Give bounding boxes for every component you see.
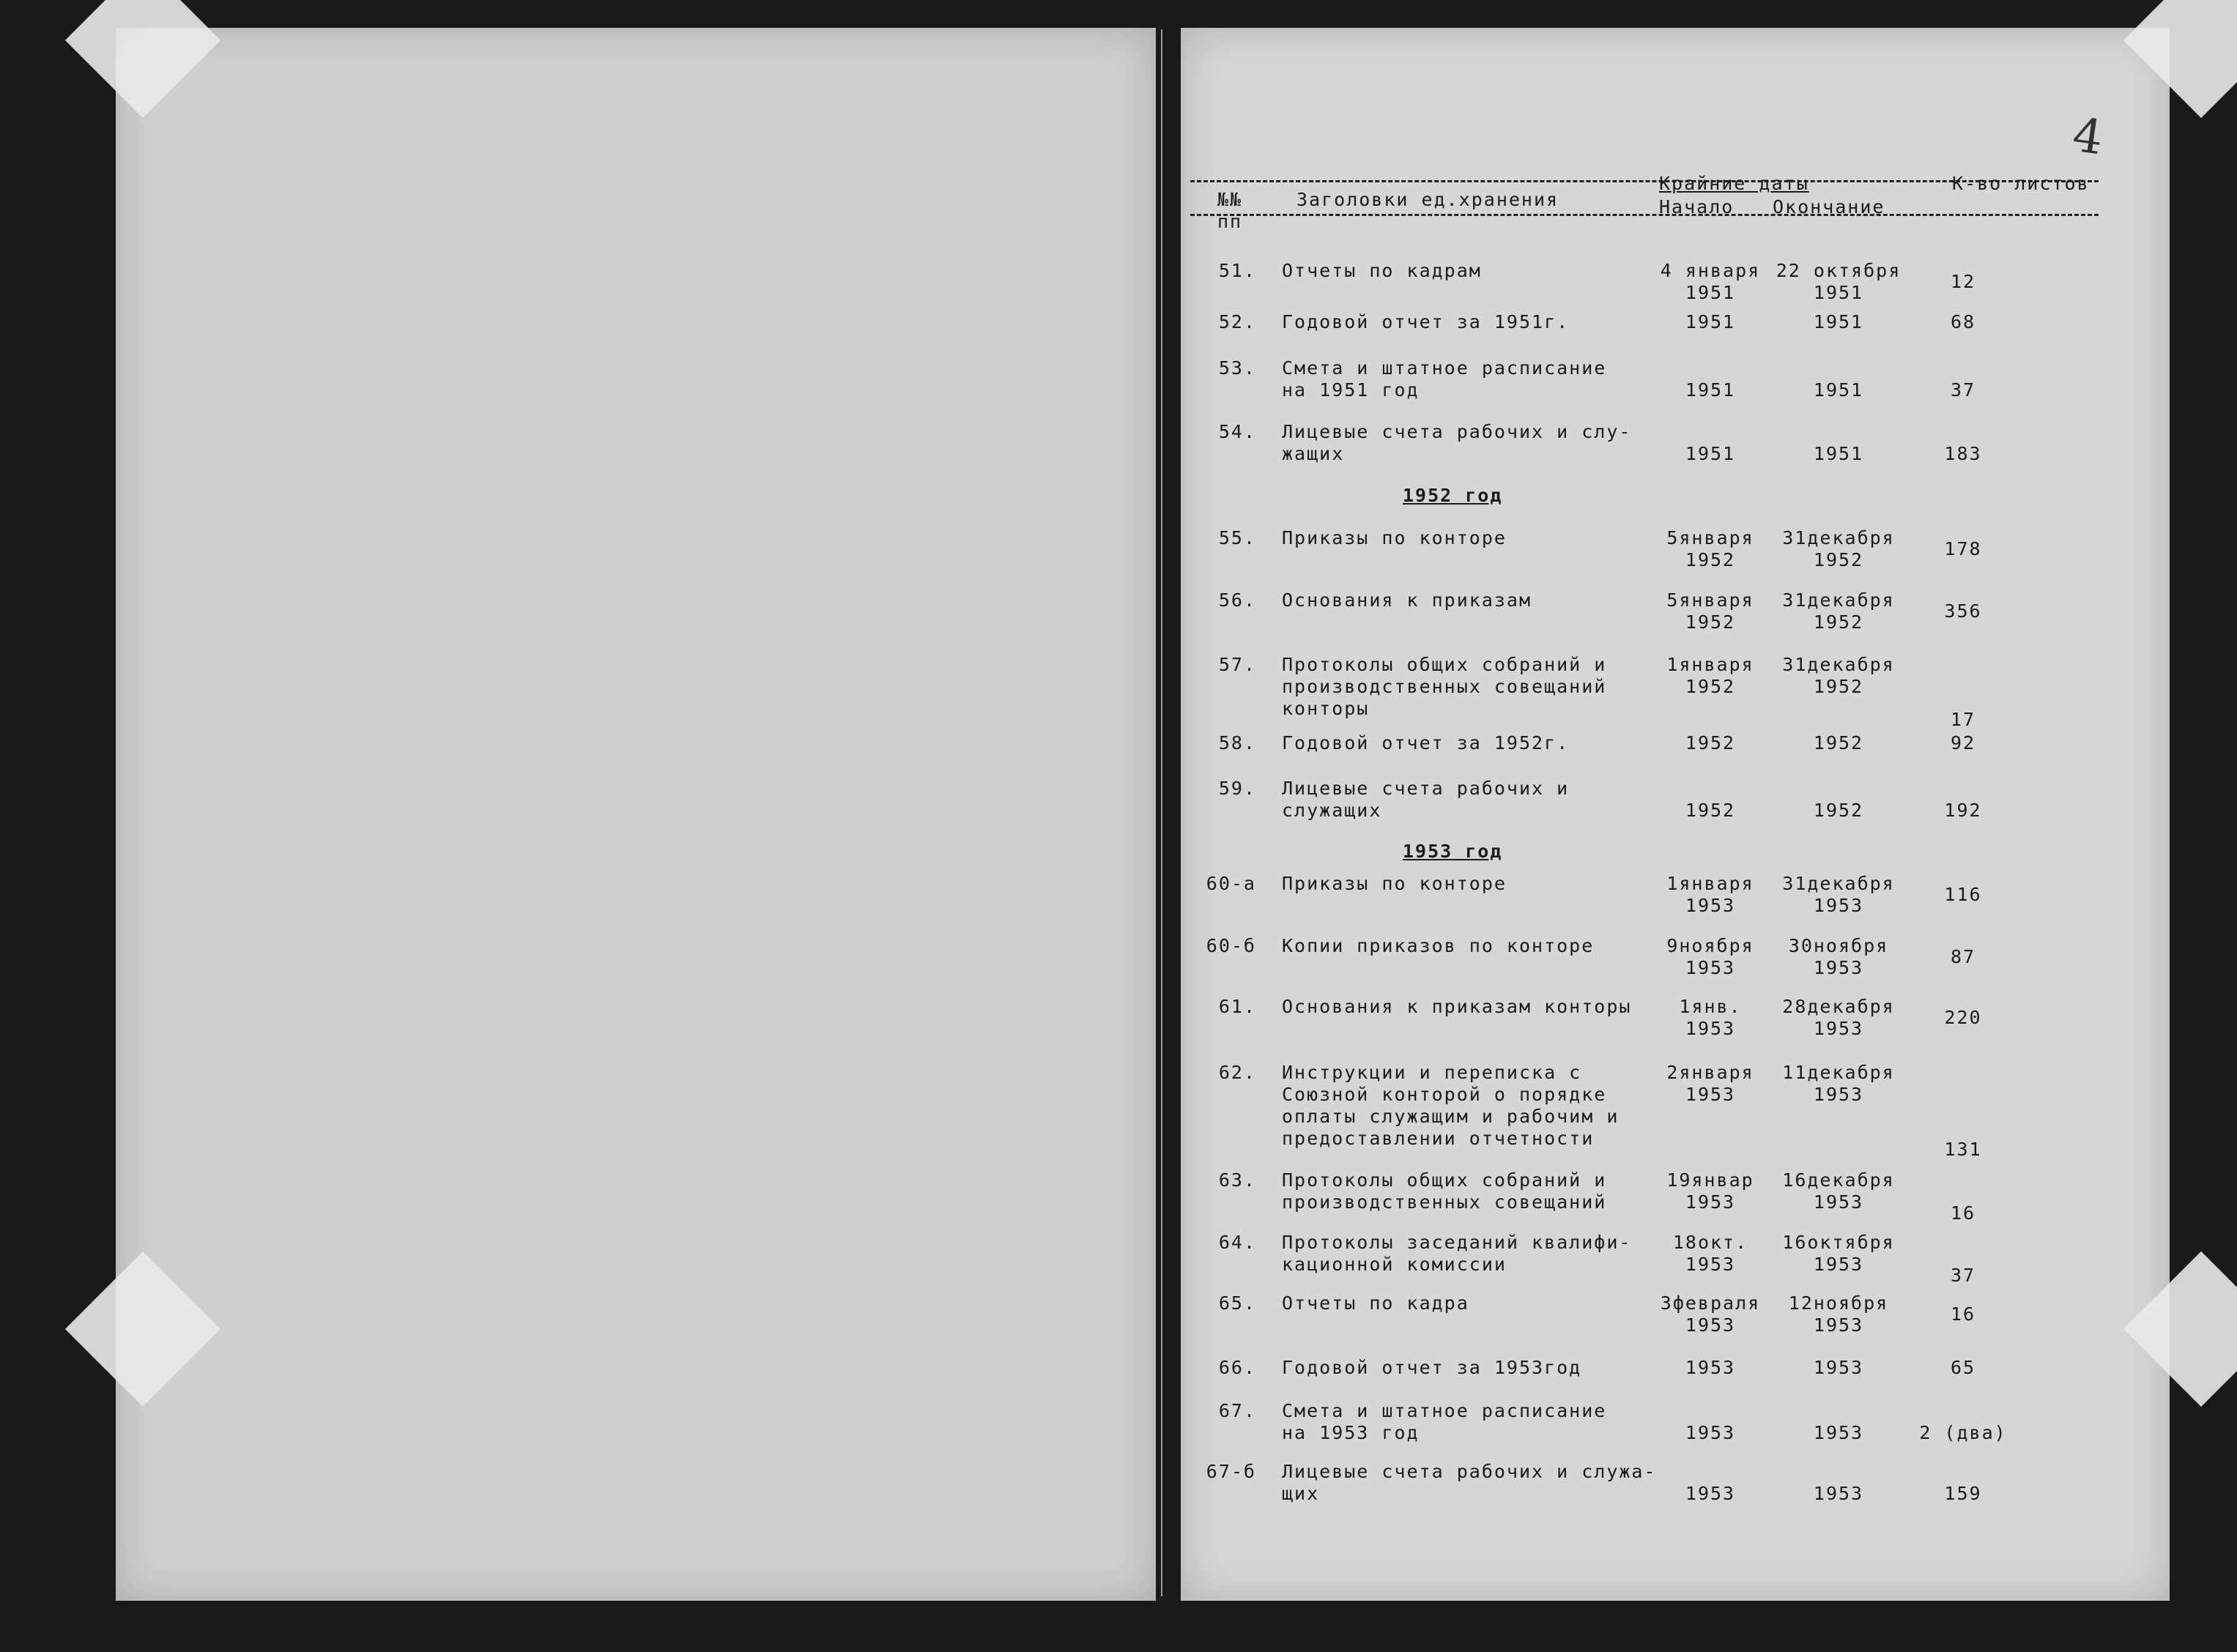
row-title-line: Годовой отчет за 1952г. xyxy=(1282,732,1570,754)
row-start-date: 1953 xyxy=(1685,1314,1736,1336)
row-start-date: 1951 xyxy=(1685,379,1736,401)
row-title-line: Союзной конторой о порядке xyxy=(1282,1084,1607,1105)
row-start-date: 1953 xyxy=(1685,1422,1736,1443)
row-title-line: Протоколы общих собраний и xyxy=(1282,654,1607,675)
row-sheet-count: 220 xyxy=(1944,1007,1982,1028)
row-end-date: 12ноября xyxy=(1788,1292,1889,1314)
header-start-label: Начало xyxy=(1659,196,1735,217)
row-start-date: 1951 xyxy=(1685,311,1736,332)
row-start-date: 5января xyxy=(1666,589,1754,611)
row-title-line: Протоколы общих собраний и xyxy=(1282,1169,1607,1191)
row-title-line: Основания к приказам конторы xyxy=(1282,996,1632,1017)
header-sheets-label: К-во листов xyxy=(1952,173,2090,194)
row-start-date: 1953 xyxy=(1685,1254,1736,1275)
row-end-date: 1952 xyxy=(1813,611,1864,633)
row-number: 53. xyxy=(1218,357,1256,379)
row-number: 58. xyxy=(1218,732,1256,754)
row-number: 64. xyxy=(1218,1232,1256,1253)
row-number: 63. xyxy=(1218,1169,1256,1191)
row-start-date: 4 января xyxy=(1660,260,1761,281)
row-title-line: Инструкции и переписка с xyxy=(1282,1062,1582,1083)
row-number: 67. xyxy=(1218,1400,1256,1421)
row-sheet-count: 131 xyxy=(1944,1139,1982,1160)
row-end-date: 22 октября xyxy=(1776,260,1902,281)
header-title-label: Заголовки ед.хранения xyxy=(1296,189,1559,210)
row-sheet-count: 178 xyxy=(1944,538,1982,559)
row-start-date: 2января xyxy=(1666,1062,1754,1083)
row-title-line: Отчеты по кадра xyxy=(1282,1292,1469,1314)
row-start-date: 3февраля xyxy=(1660,1292,1761,1314)
row-number: 62. xyxy=(1218,1062,1256,1083)
row-number: 61. xyxy=(1218,996,1256,1017)
row-end-date: 1953 xyxy=(1813,1483,1864,1504)
row-number: 66. xyxy=(1218,1357,1256,1378)
row-end-date: 1953 xyxy=(1813,1084,1864,1105)
row-sheet-count: 356 xyxy=(1944,600,1982,622)
row-title-line: Основания к приказам xyxy=(1282,589,1532,611)
header-num-label-2: пп xyxy=(1217,211,1243,232)
row-title-line: служащих xyxy=(1282,800,1382,821)
row-end-date: 1952 xyxy=(1813,549,1864,570)
row-sheet-count: 159 xyxy=(1944,1483,1982,1504)
row-title-line: Копии приказов по конторе xyxy=(1282,935,1595,956)
row-sheet-count: 16 xyxy=(1950,1202,1976,1224)
row-start-date: 5января xyxy=(1666,527,1754,548)
row-number: 60-б xyxy=(1206,935,1256,956)
row-title-line: производственных совещаний xyxy=(1282,676,1607,697)
row-end-date: 1953 xyxy=(1813,1191,1864,1213)
row-title-line: Лицевые счета рабочих и служа- xyxy=(1282,1461,1657,1482)
row-sheet-count: 37 xyxy=(1950,379,1976,401)
row-start-date: 19январ xyxy=(1666,1169,1754,1191)
row-start-date: 1янв. xyxy=(1679,996,1742,1017)
year-heading: 1953 год xyxy=(1403,841,1503,862)
row-start-date: 1952 xyxy=(1685,800,1736,821)
row-title-line: Отчеты по кадрам xyxy=(1282,260,1482,281)
row-title-line: Смета и штатное расписание xyxy=(1282,1400,1607,1421)
row-title-line: Смета и штатное расписание xyxy=(1282,357,1607,379)
row-start-date: 1953 xyxy=(1685,1483,1736,1504)
row-title-line: оплаты служащим и рабочим и xyxy=(1282,1106,1620,1127)
row-title-line: Лицевые счета рабочих и xyxy=(1282,778,1570,799)
row-sheet-count: 37 xyxy=(1950,1265,1976,1286)
header-num-label: №№ xyxy=(1217,189,1243,210)
row-number: 56. xyxy=(1218,589,1256,611)
header-end-label: Окончание xyxy=(1773,196,1885,217)
row-start-date: 1953 xyxy=(1685,1084,1736,1105)
row-end-date: 1951 xyxy=(1813,443,1864,464)
row-end-date: 28декабря xyxy=(1782,996,1895,1017)
year-heading: 1952 год xyxy=(1403,485,1503,506)
row-title-line: на 1953 год xyxy=(1282,1422,1420,1443)
row-end-date: 11декабря xyxy=(1782,1062,1895,1083)
row-sheet-count: 12 xyxy=(1950,271,1976,292)
row-end-date: 1953 xyxy=(1813,1422,1864,1443)
row-start-date: 1953 xyxy=(1685,895,1736,916)
row-number: 51. xyxy=(1218,260,1256,281)
row-number: 60-а xyxy=(1206,873,1256,894)
row-title-line: жащих xyxy=(1282,443,1345,464)
row-end-date: 1952 xyxy=(1813,732,1864,754)
row-start-date: 1января xyxy=(1666,873,1754,894)
row-title-line: Приказы по конторе xyxy=(1282,873,1507,894)
page-fold xyxy=(1161,29,1162,1596)
row-title-line: Приказы по конторе xyxy=(1282,527,1507,548)
row-end-date: 31декабря xyxy=(1782,873,1895,894)
row-start-date: 1953 xyxy=(1685,1357,1736,1378)
row-end-date: 16декабря xyxy=(1782,1169,1895,1191)
row-start-date: 1951 xyxy=(1685,282,1736,303)
header-rule-bottom xyxy=(1190,214,2099,216)
row-title-line: Годовой отчет за 1951г. xyxy=(1282,311,1570,332)
row-sheet-count: 2 (два) xyxy=(1919,1422,2007,1443)
row-sheet-count: 68 xyxy=(1950,311,1976,332)
row-start-date: 1953 xyxy=(1685,1018,1736,1039)
row-start-date: 1952 xyxy=(1685,676,1736,697)
row-number: 55. xyxy=(1218,527,1256,548)
row-end-date: 1951 xyxy=(1813,282,1864,303)
row-end-date: 31декабря xyxy=(1782,589,1895,611)
row-number: 65. xyxy=(1218,1292,1256,1314)
row-end-date: 31декабря xyxy=(1782,527,1895,548)
row-title-line: конторы xyxy=(1282,698,1370,719)
row-sheet-count: 116 xyxy=(1944,884,1982,905)
row-title-line: Протоколы заседаний квалифи- xyxy=(1282,1232,1632,1253)
row-start-date: 1953 xyxy=(1685,957,1736,978)
row-end-date: 1953 xyxy=(1813,957,1864,978)
row-number: 59. xyxy=(1218,778,1256,799)
row-sheet-count: 192 xyxy=(1944,800,1982,821)
row-title-line: кационной комиссии xyxy=(1282,1254,1507,1275)
row-sheet-count: 87 xyxy=(1950,946,1976,967)
row-title-line: щих xyxy=(1282,1483,1320,1504)
row-number: 67-б xyxy=(1206,1461,1256,1482)
row-title-line: Лицевые счета рабочих и слу- xyxy=(1282,421,1632,442)
row-end-date: 1952 xyxy=(1813,676,1864,697)
row-title-line: на 1951 год xyxy=(1282,379,1420,401)
row-start-date: 1952 xyxy=(1685,611,1736,633)
row-start-date: 1января xyxy=(1666,654,1754,675)
row-start-date: 1952 xyxy=(1685,732,1736,754)
row-start-date: 9ноября xyxy=(1666,935,1754,956)
row-end-date: 1953 xyxy=(1813,1314,1864,1336)
row-end-date: 31декабря xyxy=(1782,654,1895,675)
left-page xyxy=(116,28,1156,1601)
row-sheet-count: 65 xyxy=(1950,1357,1976,1378)
header-dates-label: Крайние даты xyxy=(1659,173,1809,194)
row-number: 52. xyxy=(1218,311,1256,332)
row-end-date: 1953 xyxy=(1813,1254,1864,1275)
row-end-date: 30ноября xyxy=(1788,935,1889,956)
folio-number: 4 xyxy=(2069,108,2107,166)
row-start-date: 18окт. xyxy=(1672,1232,1748,1253)
row-title-line: Годовой отчет за 1953год xyxy=(1282,1357,1582,1378)
row-sheet-count: 92 xyxy=(1950,732,1976,754)
row-end-date: 1953 xyxy=(1813,1357,1864,1378)
row-number: 57. xyxy=(1218,654,1256,675)
row-title-line: предоставлении отчетности xyxy=(1282,1128,1595,1149)
row-end-date: 1951 xyxy=(1813,311,1864,332)
row-end-date: 1953 xyxy=(1813,895,1864,916)
row-sheet-count: 183 xyxy=(1944,443,1982,464)
row-end-date: 1951 xyxy=(1813,379,1864,401)
row-title-line: производственных совещаний xyxy=(1282,1191,1607,1213)
row-start-date: 1952 xyxy=(1685,549,1736,570)
row-start-date: 1953 xyxy=(1685,1191,1736,1213)
row-number: 54. xyxy=(1218,421,1256,442)
row-start-date: 1951 xyxy=(1685,443,1736,464)
row-end-date: 16октября xyxy=(1782,1232,1895,1253)
row-sheet-count: 16 xyxy=(1950,1303,1976,1325)
row-end-date: 1953 xyxy=(1813,1018,1864,1039)
row-end-date: 1952 xyxy=(1813,800,1864,821)
row-sheet-count: 17 xyxy=(1950,709,1976,730)
